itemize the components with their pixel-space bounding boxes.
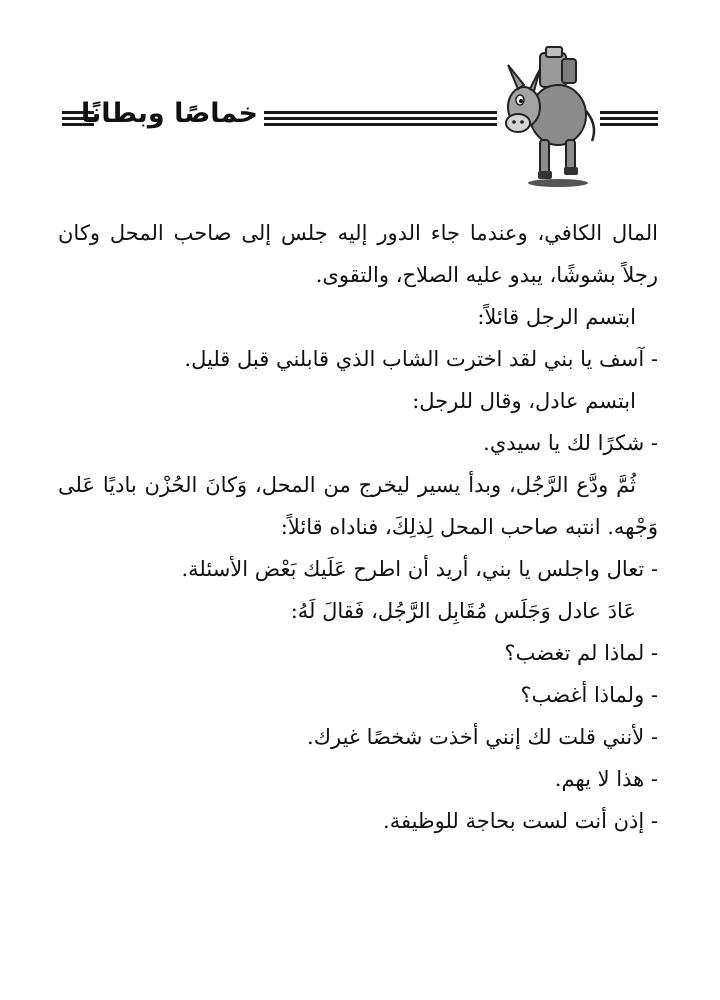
paragraph-line: ثُمَّ ودَّع الرَّجُل، وبدأ يسير ليخرج من المحل، وَكانَ الحُزْن باديًا عَلى bbox=[58, 473, 636, 497]
dialogue-line: - تعال واجلس يا بني، أريد أن اطرح عَلَيك بَعْض الأسئلة. bbox=[181, 557, 658, 581]
paragraph-line: ابتسم عادل، وقال للرجل: bbox=[412, 389, 636, 413]
donkey-illustration-icon bbox=[500, 45, 602, 190]
dialogue-line: - ولماذا أغضب؟ bbox=[520, 683, 658, 707]
paragraph-line: المال الكافي، وعندما جاء الدور إليه جلس إلى صاحب المحل وكان bbox=[58, 221, 658, 245]
paragraph-line: عَادَ عادل وَجَلَس مُقَابِل الرَّجُل، فَقالَ لَهُ: bbox=[290, 599, 636, 623]
story-text bbox=[58, 212, 658, 842]
page-header bbox=[0, 0, 720, 200]
paragraph-line: رجلاً بشوشًا، يبدو عليه الصلاح، والتقوى. bbox=[315, 263, 658, 287]
dialogue-line: - لماذا لم تغضب؟ bbox=[504, 641, 658, 665]
header-rule-middle bbox=[264, 111, 497, 129]
dialogue-line: - إذن أنت لست بحاجة للوظيفة. bbox=[383, 809, 658, 833]
chapter-title: خماصًا وبطانًا bbox=[81, 98, 258, 129]
paragraph-line: وَجْهه. انتبه صاحب المحل لِذلِكَ، فناداه قائلاً: bbox=[280, 515, 658, 539]
dialogue-line: - شكرًا لك يا سيدي. bbox=[483, 431, 658, 455]
dialogue-line: - لأنني قلت لك إنني أخذت شخصًا غيرك. bbox=[307, 725, 658, 749]
paragraph-line: ابتسم الرجل قائلاً: bbox=[477, 305, 636, 329]
dialogue-line: - آسف يا بني لقد اخترت الشاب الذي قابلني قبل قليل. bbox=[184, 347, 658, 371]
dialogue-line: - هذا لا يهم. bbox=[554, 767, 658, 791]
header-rule-right bbox=[600, 111, 658, 129]
